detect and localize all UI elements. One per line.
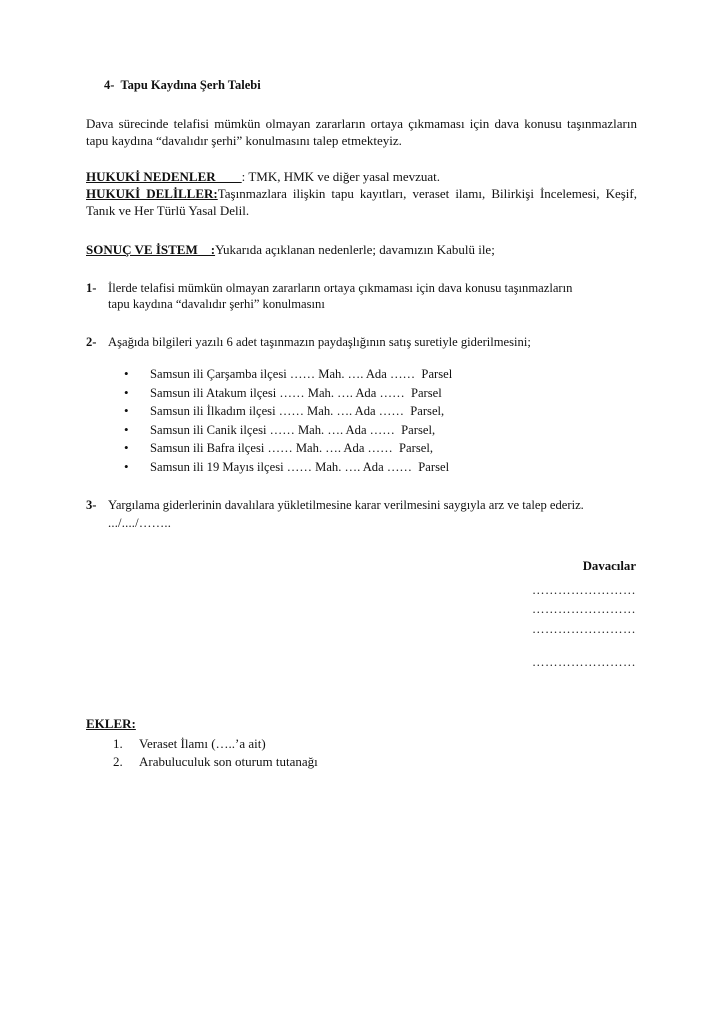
property-list-item: [124, 402, 637, 421]
property-list-item: [124, 384, 637, 403]
request-item-3-number: 3-: [86, 498, 97, 513]
attachment-item: [113, 735, 637, 753]
property-list: [86, 365, 637, 476]
attachment-text: Veraset İlamı (…..’a ait): [139, 735, 266, 751]
request-list-2: [86, 334, 637, 351]
request-item-1-continuation: tapu kaydına “davalıdır şerhi” konulmasını: [108, 297, 325, 312]
property-list-item: [124, 458, 637, 477]
attachment-number: 1.: [113, 735, 123, 751]
request-item-2-number: 2-: [86, 335, 97, 350]
signature-line: ……………………: [532, 655, 636, 670]
attachment-number: 2.: [113, 754, 123, 770]
property-text: Samsun ili Atakum ilçesi …… Mah. …. Ada …… Parsel: [150, 385, 442, 400]
attachments-block: [86, 715, 637, 772]
request-list-3: [86, 497, 637, 532]
signature-line: ……………………: [532, 602, 636, 617]
request-item-3-text: Yargılama giderlerinin davalılara yükletilmesine karar verilmesini saygıyla arz ve talep ederiz.: [108, 498, 584, 513]
intro-paragraph: Dava sürecinde telafisi mümkün olmayan zararların ortaya çıkmaması için dava konusu taşınmazların tapu kaydına “davalıdır şerhi” konulmasını talep etmekteyiz.: [86, 115, 637, 148]
property-text: Samsun ili Canik ilçesi …… Mah. …. Ada …… Parsel,: [150, 422, 436, 437]
bullet-icon: •: [124, 458, 129, 474]
signature-line: ……………………: [532, 582, 636, 597]
signature-block: [86, 558, 637, 673]
bullet-icon: •: [124, 421, 129, 437]
attachment-text: Arabuluculuk son oturum tutanağı: [139, 754, 318, 770]
attachment-item: [113, 753, 637, 771]
conclusion-line: [86, 242, 637, 259]
request-list: [86, 280, 637, 314]
property-list-item: [124, 439, 637, 458]
conclusion-text: Yukarıda açıklanan nedenlerle; davamızın Kabulü ile;: [215, 241, 495, 257]
request-item-3: [86, 497, 637, 532]
request-item-2-text: Aşağıda bilgileri yazılı 6 adet taşınmazın paydaşlığının satış suretiyle giderilmesini;: [108, 335, 531, 350]
request-item-1: [86, 280, 637, 314]
conclusion-block: [86, 242, 637, 259]
date-placeholder: .../..../……..: [108, 516, 172, 530]
legal-reasons-line: [86, 169, 637, 186]
legal-reasons-label: HUKUKİ NEDENLER: [86, 168, 242, 184]
request-item-1-number: 1-: [86, 280, 97, 295]
request-item-1-text: İlerde telafisi mümkün olmayan zararların ortaya çıkmaması için dava konusu taşınmazların: [108, 280, 573, 295]
request-item-2: [86, 334, 637, 351]
property-list-item: [124, 421, 637, 440]
legal-grounds-block: [86, 169, 637, 220]
bullet-icon: •: [124, 403, 129, 419]
legal-reasons-text: TMK, HMK ve diğer yasal mevzuat.: [248, 168, 441, 184]
bullet-icon: •: [124, 384, 129, 400]
section-heading-title: Tapu Kaydına Şerh Talebi: [120, 78, 261, 92]
attachments-list: [86, 735, 637, 772]
property-text: Samsun ili Bafra ilçesi …… Mah. …. Ada …… Parsel,: [150, 441, 433, 456]
legal-evidence-line: [86, 186, 637, 220]
signature-line: ……………………: [532, 621, 636, 636]
property-text: Samsun ili Çarşamba ilçesi …… Mah. …. Ada …… Parsel: [150, 367, 453, 382]
property-text: Samsun ili 19 Mayıs ilçesi …… Mah. …. Ada …… Parsel: [150, 459, 450, 474]
legal-reasons-separator: :: [241, 168, 249, 184]
section-heading: [104, 78, 637, 94]
signature-title: Davacılar: [582, 558, 636, 573]
property-list-item: [124, 365, 637, 384]
bullet-icon: •: [124, 440, 129, 456]
property-text: Samsun ili İlkadım ilçesi …… Mah. …. Ada …… Parsel,: [150, 404, 445, 419]
attachments-title: EKLER:: [86, 715, 136, 731]
legal-evidence-label: HUKUKİ DELİLLER:: [86, 185, 218, 201]
document-body: [86, 78, 637, 771]
legal-evidence-text: Taşınmazlara ilişkin tapu kayıtları, veraset ilamı, Bilirkişi İncelemesi, Keşif, Tanık ve Her Türlü Yasal Delil.: [86, 185, 637, 218]
section-heading-number: 4-: [104, 78, 115, 92]
conclusion-label: SONUÇ VE İSTEM :: [86, 241, 216, 257]
bullet-icon: •: [124, 366, 129, 382]
